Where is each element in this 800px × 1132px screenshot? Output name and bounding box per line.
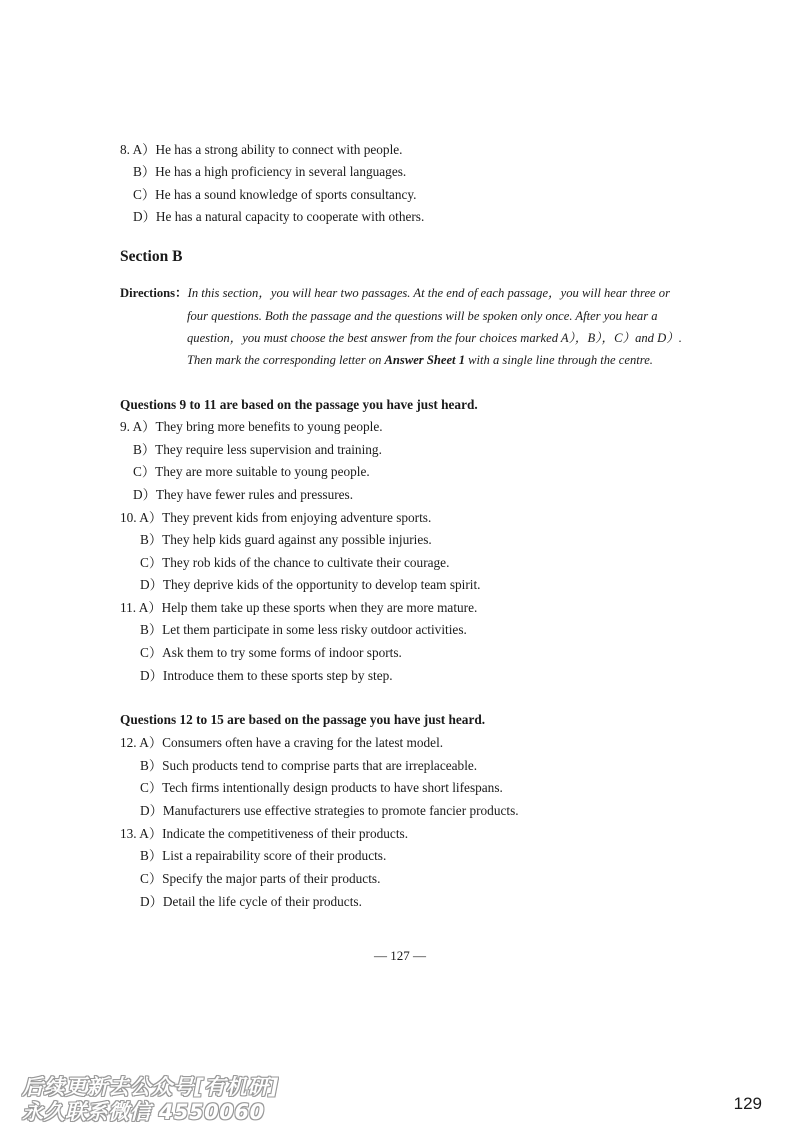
q12-option-b: B）Such products tend to comprise parts that are irreplaceable. bbox=[140, 758, 478, 773]
q8-option-a: 8. A）He has a strong ability to connect with people. bbox=[120, 142, 403, 157]
q11-option-c: C）Ask them to try some forms of indoor sports. bbox=[140, 645, 402, 660]
q13-option-c: C）Specify the major parts of their products. bbox=[140, 871, 381, 886]
q13-option-a: 13. A）Indicate the competitiveness of their products. bbox=[120, 826, 409, 841]
directions-line-3: question，you must choose the best answer from the four choices marked A），B），C）and D）. bbox=[187, 331, 682, 345]
watermark-line-2: 永久联系微信 4550060 bbox=[22, 1100, 265, 1124]
page-number: — 127 — bbox=[374, 948, 426, 963]
group-heading-12-15: Questions 12 to 15 are based on the passage you have just heard. bbox=[120, 712, 486, 727]
q10-option-a: 10. A）They prevent kids from enjoying adventure sports. bbox=[120, 510, 432, 525]
q10-option-d: D）They deprive kids of the opportunity to develop team spirit. bbox=[140, 577, 481, 592]
q11-option-b: B）Let them participate in some less risky outdoor activities. bbox=[140, 622, 467, 637]
q9-option-b: B）They require less supervision and training. bbox=[133, 442, 382, 457]
q8-option-d: D）He has a natural capacity to cooperate with others. bbox=[133, 209, 425, 224]
watermark-line-1: 后续更新去公众号[有机研] bbox=[22, 1075, 279, 1099]
answer-sheet-ref: Answer Sheet 1 bbox=[384, 353, 465, 367]
q11-option-d: D）Introduce them to these sports step by step. bbox=[140, 668, 393, 683]
directions-line-4 bbox=[187, 352, 653, 368]
directions-text-1: In this section，you will hear two passages. At the end of each passage，you will hear three or bbox=[187, 286, 670, 300]
q11-option-a: 11. A）Help them take up these sports when they are more mature. bbox=[120, 600, 478, 615]
directions-label: Directions： bbox=[120, 286, 188, 300]
q9-option-c: C）They are more suitable to young people. bbox=[133, 464, 370, 479]
q13-option-b: B）List a repairability score of their products. bbox=[140, 848, 387, 863]
q13-option-d: D）Detail the life cycle of their products. bbox=[140, 894, 362, 909]
q10-option-c: C）They rob kids of the chance to cultivate their courage. bbox=[140, 555, 450, 570]
q10-option-b: B）They help kids guard against any possible injuries. bbox=[140, 532, 432, 547]
q9-option-a: 9. A）They bring more benefits to young people. bbox=[120, 419, 383, 434]
directions-text-4-post: with a single line through the centre. bbox=[465, 353, 653, 367]
q12-option-c: C）Tech firms intentionally design products to have short lifespans. bbox=[140, 780, 503, 795]
q8-option-b: B）He has a high proficiency in several languages. bbox=[133, 164, 407, 179]
q9-option-d: D）They have fewer rules and pressures. bbox=[133, 487, 354, 502]
directions-text-4-pre: Then mark the corresponding letter on bbox=[187, 353, 385, 367]
q12-option-d: D）Manufacturers use effective strategies to promote fancier products. bbox=[140, 803, 519, 818]
q12-option-a: 12. A）Consumers often have a craving for the latest model. bbox=[120, 735, 444, 750]
group-heading-9-11: Questions 9 to 11 are based on the passage you have just heard. bbox=[120, 397, 478, 412]
q8-option-c: C）He has a sound knowledge of sports consultancy. bbox=[133, 187, 417, 202]
section-title: Section B bbox=[120, 248, 183, 265]
directions-line-2: four questions. Both the passage and the questions will be spoken only once. After you hear a bbox=[187, 309, 658, 323]
corner-page-number: 129 bbox=[733, 1094, 762, 1113]
directions-line-1 bbox=[120, 285, 670, 301]
